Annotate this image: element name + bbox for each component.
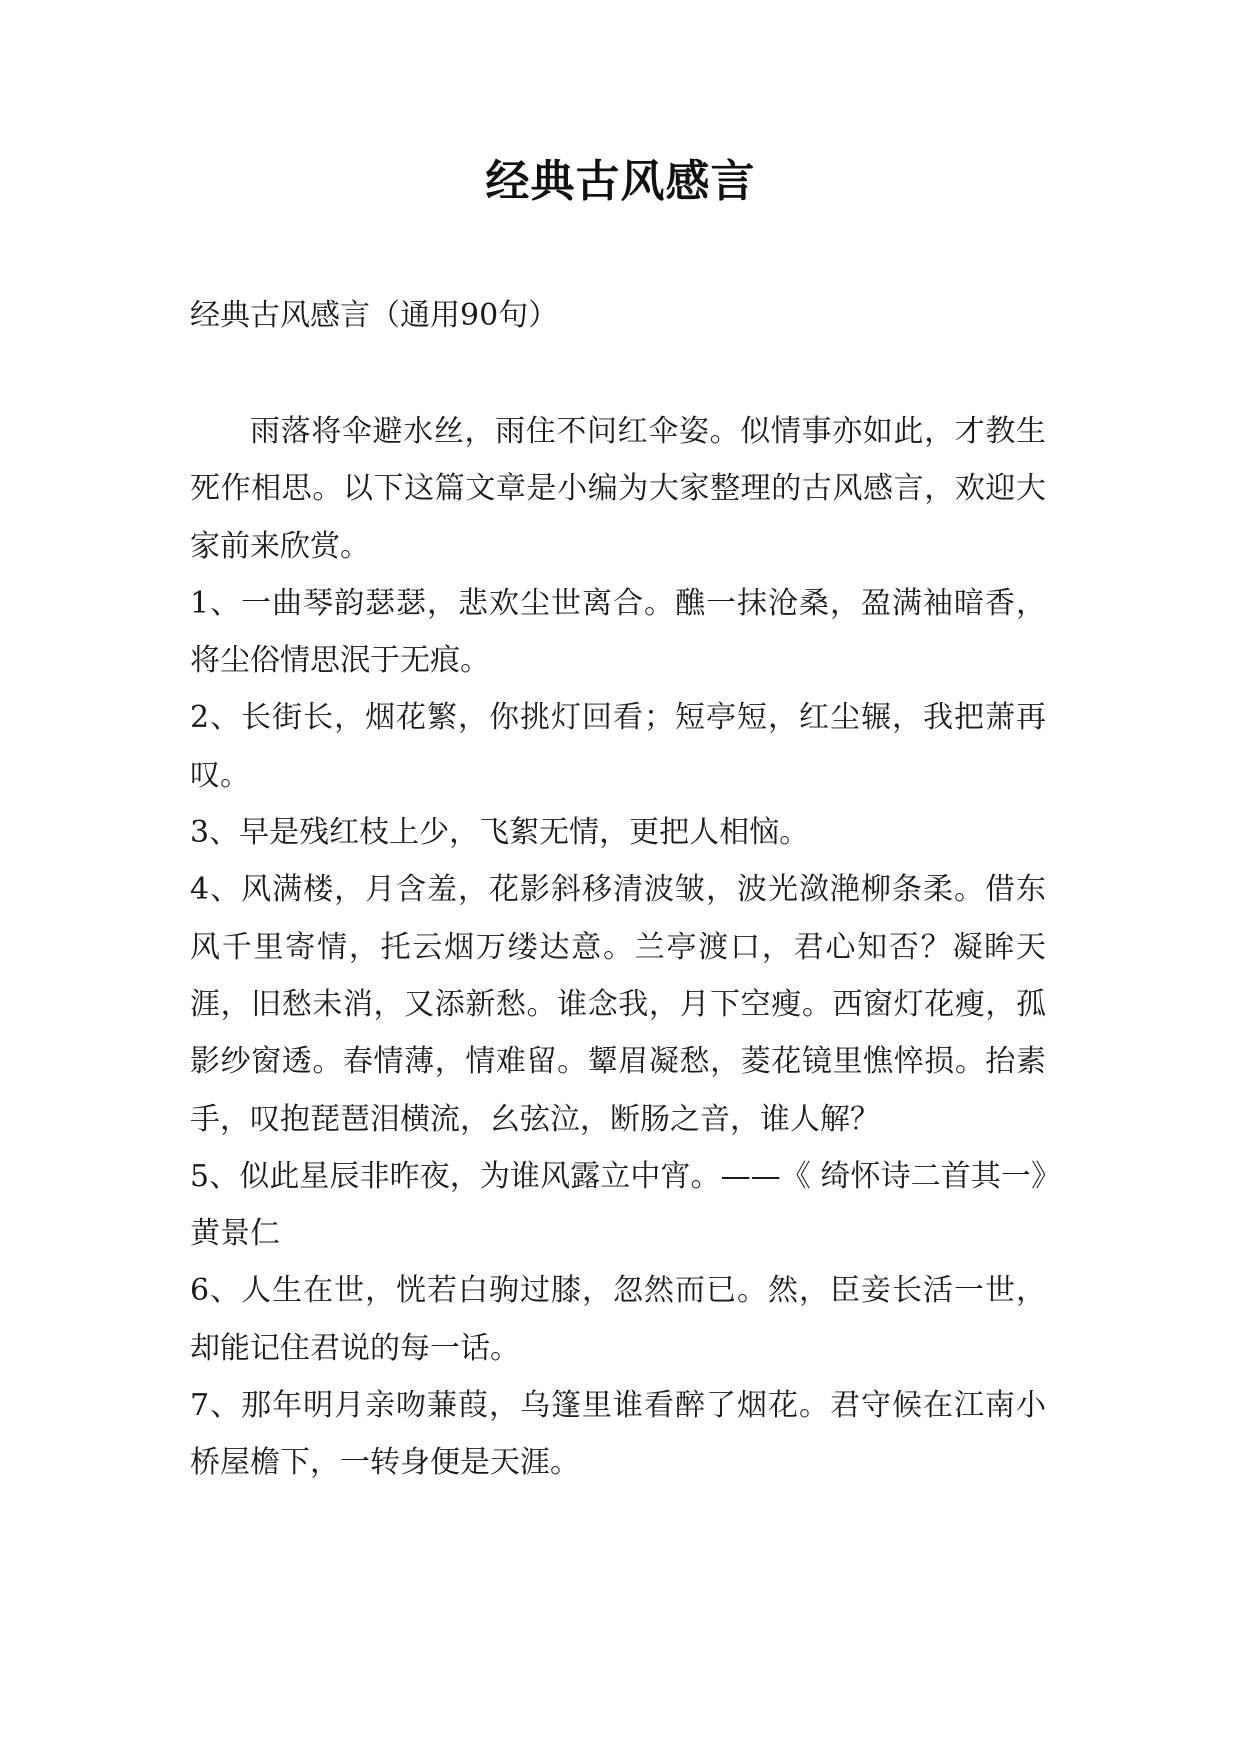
quote-item-4: 4、风满楼，月含羞，花影斜移清波皱，波光潋滟柳条柔。借东风千里寄情，托云烟万缕达意。兰亭渡口，君心知否？凝眸天涯，旧愁未消，又添新愁。谁念我，月下空瘦。西窗灯花瘦，孤影纱窗透。春情薄，情难留。颦眉凝愁，菱花镜里憔悴损。抬素手，叹抱琵琶泪横流，幺弦泣，断肠之音，谁人解？ [190,872,1046,1137]
quote-item-2: 2、长街长，烟花繁，你挑灯回看；短亭短，红尘辗，我把萧再叹。 [190,700,1046,793]
quote-item-3: 3、早是残红枝上少，飞絮无情，更把人相恼。 [190,815,810,851]
quote-item-7: 7、那年明月亲吻蒹葭，乌篷里谁看醉了烟花。君守候在江南小桥屋檐下，一转身便是天涯。 [190,1388,1046,1481]
quote-item-5: 5、似此星辰非昨夜，为谁风露立中宵。——《 绮怀诗二首其一》黄景仁 [190,1158,1046,1252]
document-body [190,403,1046,1492]
document-title: 经典古风感言 [485,156,756,207]
quote-item-1: 1、一曲琴韵瑟瑟，悲欢尘世离合。醮一抹沧桑，盈满袖暗香，将尘俗情思泯于无痕。 [190,585,1046,679]
document-subtitle: 经典古风感言（通用90句） [190,298,559,333]
intro-paragraph: 雨落将伞避水丝，雨住不问红伞姿。似情事亦如此，才教生死作相思。以下这篇文章是小编为大家整理的古风感言，欢迎大家前来欣赏。 [190,414,1046,564]
quote-item-6: 6、人生在世，恍若白驹过膝，忽然而已。然，臣妾长活一世，却能记住君说的每一话。 [190,1273,1046,1366]
